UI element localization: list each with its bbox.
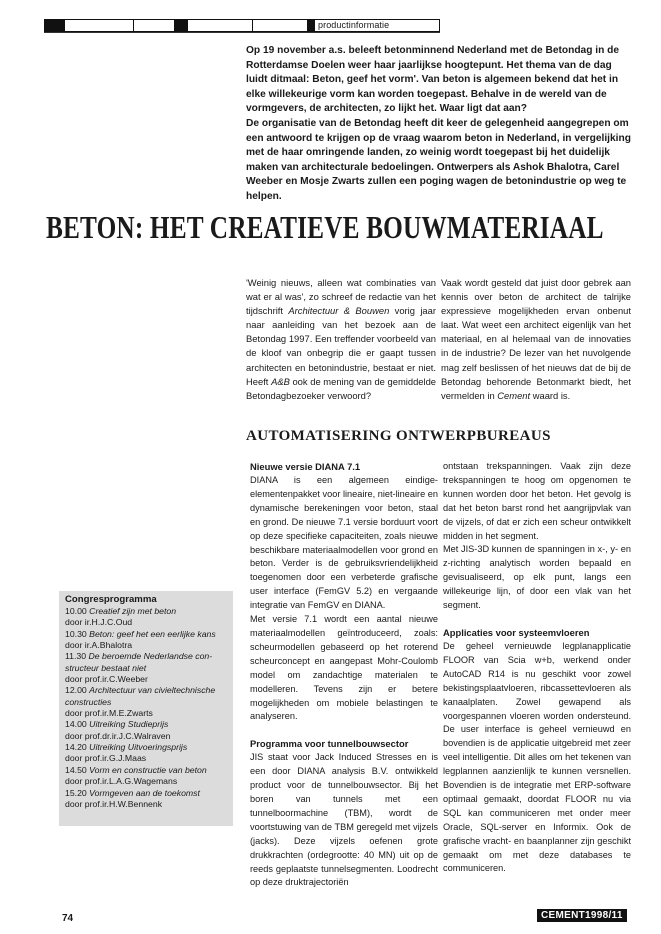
programme-item — [65, 697, 229, 708]
programme-text: door prof.ir.L.A.G.Wagemans — [65, 776, 178, 787]
article-title: Applicaties voor systeemvloeren — [443, 626, 590, 638]
lead-text: Vaak wordt gesteld dat juist door gebrek aan kennis over beton de architect de talrijke expressieve mogelijkheden ervan onbenut laat. Wat weet een architect eigenlijk van het materiaal, en al helemaal van de innovaties in de industrie? De lezer van het nuvolgende mag zelf beslissen of het nieuws dat de bij de Betondag behorende Betonmarkt biedt, het vermelden in — [441, 277, 631, 401]
programme-item — [65, 674, 229, 685]
programme-text: Vormgeven aan de toekomst — [89, 787, 200, 798]
programme-text: door prof.ir.C.Weeber — [65, 674, 148, 685]
article-column-left — [250, 460, 438, 890]
programme-text: Uitreiking Studieprijs — [89, 719, 169, 730]
lead-column-1 — [246, 276, 436, 403]
programme-item — [65, 731, 229, 742]
lead-emphasis: A&B — [271, 375, 290, 387]
programme-item — [65, 765, 229, 776]
article-paragraph: Met JIS-3D kunnen de spanningen in x-, y- en z-richting analytisch worden bepaald en gevisualiseerd, op elk punt, langs een willekeurige lijn, of door een vlak van het segment. — [443, 544, 631, 611]
article-paragraph: DIANA is een algemeen eindige-elementenpakket voor lineaire, niet-lineaire en dynamische berekeningen voor beton, staal en grond. De nieuwe 7.1 versie borduurt voort op deze specifieke capaciteiten, zoals nieuwe beschikbare materiaalmodellen voor grond en beton. Verder is de gebruiksvriendelijkheid toegenomen door een verbeterde grafische user interface (FemGV 5.2) en vergaande integratie van FemGV en DIANA. — [250, 475, 438, 611]
programme-item — [65, 685, 229, 696]
lead-emphasis: Cement — [497, 389, 531, 401]
programme-text: Vorm en constructie van beton — [89, 764, 207, 775]
programme-item — [65, 753, 229, 764]
programme-text: door prof.ir.H.W.Bennenk — [65, 798, 163, 809]
programme-text: De beroemde Nederlandse con- — [88, 651, 213, 662]
article-title: Programma voor tunnelbouwsector — [250, 738, 409, 750]
page-title: BETON: HET CREATIEVE BOUWMATERIAAL — [46, 209, 604, 245]
programme-text: door prof.dr.ir.J.C.Walraven — [65, 730, 171, 741]
programme-text: Uitreiking Uitvoeringsprijs — [89, 742, 188, 753]
header-black-block — [174, 20, 188, 31]
lead-emphasis: Architectuur & Bouwen — [288, 305, 390, 317]
header-divider — [252, 20, 253, 31]
article-title: Nieuwe versie DIANA 7.1 — [250, 461, 361, 472]
header-black-block — [45, 20, 65, 31]
programme-text: Architectuur van civieltechnische — [89, 685, 216, 696]
programme-text: Beton: geef het een eerlijke kans — [89, 628, 216, 639]
lead-text: 'Weinig nieuws, alleen wat combinaties van wat er al was', zo schreef de redactie van het tijdschrift — [246, 277, 436, 317]
header-divider — [133, 20, 134, 31]
article-column-right — [443, 460, 631, 876]
article-paragraph: ontstaan trekspanningen. Vaak zijn deze trekspanningen te hoog om opgenomen te kunnen worden door het beton. Het gevolg is dat het beton barst rond het aangrijpvlak van de vijzels, of dat er zich een scheur ontwikkelt midden in het segment. — [443, 461, 631, 541]
programme-text: door ir.H.J.C.Oud — [65, 617, 133, 628]
magazine-badge: CEMENT1998/11 — [537, 909, 627, 922]
section-heading: AUTOMATISERING ONTWERPBUREAUS — [246, 428, 551, 444]
programme-box — [59, 591, 233, 826]
programme-time: 11.30 — [65, 651, 87, 662]
article-paragraph: JIS staat voor Jack Induced Stresses en is een door DIANA analysis B.V. ontwikkeld product voor de tunnelbouwsector. Bij het boren van tunnels met een tunnelboormachine (TBM), wordt de voortstuwing van de TBM geregeld met vijzels (jacks). Deze vijzels oefenen grote drukkrachten (ordegrootte: 40 MN) uit op de reeds geplaatste tunnelsegmenten. Loodrecht op deze druktrajectoriën — [250, 752, 438, 888]
article-paragraph: De geheel vernieuwde legplanapplicatie FLOOR van Scia w+b, werkend onder AutoCAD R14 is nu geschikt voor zowel bekistingsplaatvloeren, ribcassettevloeren als kanaalplaten. Zowel gewapend als voorgespannen vloeren worden ondersteund. De user interface is geheel vernieuwd en bovendien is de applicatie uitgebreid met zeer veel intelligentie. Dit alles om het tekenen van legplannen aanzienlijk te kunnen versnellen. Bovendien is de integratie met ERP-software optimaal gemaakt, doordat FLOOR nu via SQL kan communiceren met onder meer Oracle, SQL-server en Informix. Ook de grafische vracht- en baanplanner zijn geschikt gemaakt om met deze databases te communiceren. — [443, 640, 631, 874]
programme-time: 14.20 — [65, 742, 87, 753]
page-number: 74 — [62, 913, 74, 924]
programme-item — [65, 708, 229, 719]
programme-text: door ir.A.Bhalotra — [65, 640, 133, 651]
programme-text: door prof.ir.G.J.Maas — [65, 753, 147, 764]
programme-item — [65, 629, 229, 640]
header-rule — [44, 32, 440, 33]
programme-list — [65, 606, 229, 810]
programme-text: Creatief zijn met beton — [89, 606, 177, 616]
programme-item — [65, 799, 229, 810]
programme-text: door prof.ir.M.E.Zwarts — [65, 708, 153, 719]
programme-item — [65, 776, 229, 787]
intro-paragraph: De organisatie van de Betondag heeft dit keer de gelegenheid aangegrepen om een antwoord te krijgen op de vraag waarom beton in Nederland, in vergelijking met de haar omringende landen, zo weinig wordt toegepast bij het duidelijk maken van architecturale bedoelingen. Ontwerpers als Ashok Bhalotra, Carel Weeber en Mosje Zwarts zullen een poging wagen de betonindustrie op weg te helpen. — [246, 117, 631, 202]
programme-item — [65, 640, 229, 651]
programme-time: 14.50 — [65, 764, 87, 775]
programme-text: structeur bestaat niet — [65, 662, 147, 673]
programme-item — [65, 742, 229, 753]
header-black-block — [307, 20, 315, 31]
programme-time: 10.30 — [65, 628, 87, 639]
header-bar — [44, 19, 440, 32]
programme-time: 15.20 — [65, 787, 87, 798]
programme-text: constructies — [65, 696, 112, 707]
programme-item — [65, 788, 229, 799]
intro-paragraph: Op 19 november a.s. beleeft betonminnend Nederland met de Betondag in de Rotterdamse Doelen weer haar jaarlijkse hoogtepunt. Het thema van de dag luidt ditmaal: Beton, geef het vorm'. Van beton is algemeen bekend dat het in elke willekeurige vorm kan worden toegepast. Behalve in de wereld van de vormgevers, de architecten, zo lijkt het. Waar ligt dat aan? — [246, 45, 620, 115]
lead-column-2 — [441, 276, 631, 403]
programme-time: 10.00 — [65, 606, 87, 616]
intro-text — [246, 44, 632, 205]
programme-item — [65, 663, 229, 674]
programme-time: 12.00 — [65, 685, 87, 696]
programme-item — [65, 651, 229, 662]
programme-item — [65, 606, 229, 617]
programme-item — [65, 617, 229, 628]
section-label: productinformatie — [318, 20, 390, 30]
article-paragraph: Met versie 7.1 wordt een aantal nieuwe materiaalmodellen geïntroduceerd, zoals: scheurmodellen gebaseerd op het roterend scheurconcept en aangepast Mohr-Coulomb model om zandachtige materialen te modelleren. Tevens zijn er betere mogelijkheden om mobiele belastingen te analyseren. — [250, 614, 438, 722]
programme-time: 14.00 — [65, 719, 87, 730]
programme-item — [65, 719, 229, 730]
programme-title: Congresprogramma — [65, 594, 157, 605]
lead-text: ook de mening van de gemiddelde Betondagbezoeker verwoord? — [246, 375, 437, 401]
lead-text: waard is. — [530, 389, 571, 401]
lead-text: vorig jaar naar aanleiding van het bezoek aan de Betondag 1997. Een treffender voorbeeld van de kloof van onbegrip die er gaapt tussen architecten en betonindustrie, bestaat er niet. Heeft — [246, 305, 436, 387]
